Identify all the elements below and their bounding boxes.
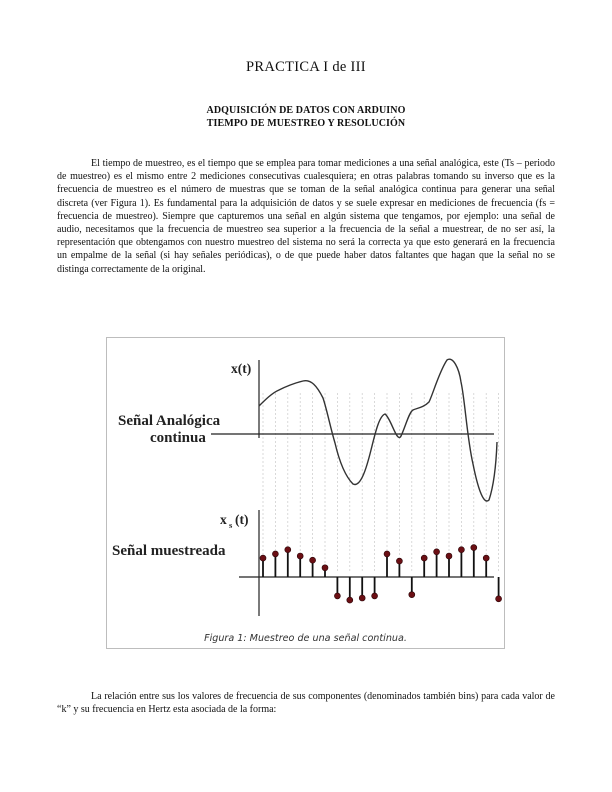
sample-point [322, 565, 328, 571]
sample-point [297, 553, 303, 559]
subtitle-line-2: TIEMPO DE MUESTREO Y RESOLUCIÓN [206, 118, 406, 129]
sample-point [434, 549, 440, 555]
label-sampled: Señal muestreada [112, 543, 226, 559]
axis-label-xs-subscript: s [229, 520, 233, 530]
sample-point [260, 555, 266, 561]
sample-point [272, 551, 278, 557]
sample-point [359, 595, 365, 601]
body-paragraph-2: La relación entre sus los valores de frecuencia de sus componentes (denominados también bins) para cada valor de “k” y su frecuencia en Hertz esta asociada de la forma: [57, 691, 555, 716]
sample-guide-lines [263, 393, 504, 573]
axis-label-xs-argument: (t) [235, 512, 249, 527]
sample-point [421, 555, 427, 561]
figure-caption: Figura 1: Muestreo de una señal continua. [204, 633, 407, 644]
sample-point [372, 593, 378, 599]
sample-point [396, 558, 402, 564]
sampled-signal-stems [260, 545, 504, 613]
sample-point [483, 555, 489, 561]
sample-point [310, 557, 316, 563]
label-continuous-line-2: continua [150, 430, 206, 446]
sample-point [347, 597, 353, 603]
sample-point [409, 592, 415, 598]
sample-point [334, 593, 340, 599]
sample-point [471, 545, 477, 551]
axis-label-xs-base: x [220, 512, 227, 527]
sample-point [446, 553, 452, 559]
sample-point [285, 547, 291, 553]
axis-label-xt: x(t) [231, 361, 252, 376]
page-title: PRACTICA I de III [246, 59, 366, 75]
sample-point [384, 551, 390, 557]
sample-point [496, 596, 502, 602]
label-continuous-line-1: Señal Analógica [118, 413, 221, 429]
sampling-diagram [107, 338, 504, 648]
sample-point [458, 547, 464, 553]
subtitle-line-1: ADQUISICIÓN DE DATOS CON ARDUINO [206, 105, 406, 116]
body-paragraph-1: El tiempo de muestreo, es el tiempo que se emplea para tomar mediciones a una señal analógica, este (Ts – periodo de muestreo) es el mismo entre 2 mediciones consecutivas cualesquiera; en otras palabras tomando su inverso que es la frecuencia de muestreo es el número de muestras que se toman de la señal analógica continua para generar una señal discreta (ver Figura 1). Es fundamental para la adquisición de datos y se suele expresar en mediciones de frecuencia (fs = frecuencia de muestreo). Siempre que capturemos una señal en algún sistema que tengamos, por ejemplo: una señal de audio, necesitamos que la frecuencia de muestreo sea superior a la frecuencia de la señal a muestrear, de no ser así, la representación que obtengamos con nuestro muestreo del sistema no será la correcta ya que esto generará en la frecuencia un empalme de la señal (si hay señales periódicas), o de que puede haber datos faltantes que hagan que la señal no se distinga correctamente de la original. [57, 158, 555, 275]
figure-1 [106, 337, 505, 649]
